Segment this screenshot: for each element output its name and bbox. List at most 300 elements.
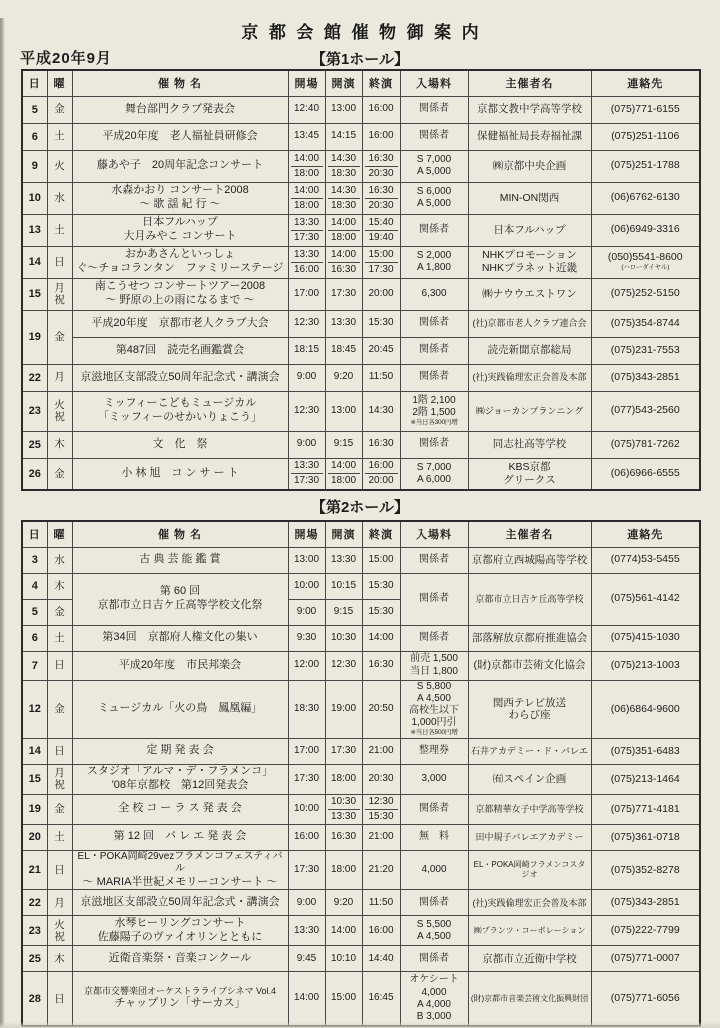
cell-event-name [72, 96, 288, 123]
cell-event-name [72, 850, 288, 890]
cell-day: 25 [22, 431, 47, 458]
cell-start [325, 246, 362, 278]
text-line: 「ミッフィーのせかいりょこう」 [98, 411, 262, 423]
text-line: (075)213-1464 [610, 772, 680, 785]
text-line: (075)231-7553 [610, 343, 680, 356]
text-line: 13:30 [330, 553, 357, 565]
cell-org [468, 310, 591, 337]
text-line: 9:20 [333, 896, 354, 908]
text-line: 17:30 [291, 230, 323, 245]
text-line: 木 [54, 952, 65, 965]
cell-end [362, 547, 400, 573]
text-line: (075)771-0007 [610, 952, 680, 965]
text-line: ※当日各500円増 [410, 729, 458, 737]
text-line: 14:30 [330, 184, 357, 196]
column-header: 連絡先 [591, 521, 700, 547]
cell-open [288, 150, 325, 182]
text-line: 土 [54, 831, 65, 844]
text-line: 日 [54, 992, 65, 1005]
text-line: 9:20 [333, 371, 354, 383]
text-line: オケシート [409, 974, 459, 986]
cell-day: 13 [22, 214, 47, 246]
cell-fare [400, 458, 468, 490]
event-row [22, 391, 700, 431]
cell-open [288, 123, 325, 150]
event-row [22, 738, 700, 764]
text-line: 10:00 [293, 802, 320, 814]
text-line: 関係者 [419, 317, 449, 329]
cell-fare [400, 625, 468, 651]
event-row [22, 337, 700, 364]
text-line: (050)5541-8600 [607, 251, 683, 264]
column-header: 開場 [288, 521, 325, 547]
text-line: 平成20年度 市民邦楽会 [118, 658, 242, 671]
cell-fare [400, 182, 468, 214]
text-line: A 5,000 [417, 198, 451, 209]
column-header: 終演 [362, 70, 400, 96]
cell-tel [591, 214, 700, 246]
text-line: 9:00 [296, 605, 317, 617]
text-line: 関係者 [419, 803, 449, 815]
event-row [22, 625, 700, 651]
cell-end [362, 458, 400, 490]
cell-event-name [72, 824, 288, 850]
cell-org [468, 96, 591, 123]
text-line: 京都市立日吉ケ丘高等学校文化祭 [97, 599, 263, 611]
text-line: チャップリン「サーカス」 [114, 997, 246, 1010]
page-title: 京都会館催物御案内 [241, 23, 490, 42]
text-line: 第 60 回 [159, 585, 201, 598]
cell-day: 25 [22, 946, 47, 972]
text-line: 部落解放京都府推進協会 [471, 631, 588, 644]
event-row [22, 278, 700, 310]
text-line: 20:30 [368, 772, 394, 784]
cell-start [325, 278, 362, 310]
cell-fare [400, 123, 468, 150]
cell-fare [400, 310, 468, 337]
text-line: 9:00 [296, 371, 317, 383]
cell-org [468, 182, 591, 214]
cell-fare [400, 278, 468, 310]
event-row [22, 364, 700, 391]
cell-weekday [47, 824, 72, 850]
cell-start [325, 337, 362, 364]
column-header: 主催者名 [468, 521, 591, 547]
event-row [22, 764, 700, 794]
cell-end [362, 916, 400, 946]
text-line: 16:30 [368, 438, 394, 450]
text-line: S 6,000 [416, 185, 452, 197]
cell-end [362, 625, 400, 651]
cell-open [288, 246, 325, 278]
text-line: '08年京都校 第12回発表会 [111, 779, 249, 792]
text-line: (075)561-4142 [610, 592, 680, 605]
cell-event-name [72, 625, 288, 651]
text-line: (075)771-6056 [610, 992, 680, 1005]
cell-weekday [47, 123, 72, 150]
cell-tel [591, 794, 700, 824]
text-line: 13:30 [330, 317, 357, 329]
cell-org [468, 150, 591, 182]
text-line: 16:30 [368, 152, 394, 164]
text-line: MIN-ON関西 [499, 191, 560, 204]
cell-start [325, 431, 362, 458]
text-line: 11:50 [368, 371, 394, 383]
cell-fare [400, 890, 468, 916]
event-row [22, 573, 700, 599]
cell-org [468, 391, 591, 431]
text-line: (077)543-2560 [610, 404, 680, 417]
text-line: A 4,000 [417, 998, 451, 1010]
text-line: ㈱ナウウエストワン [482, 287, 577, 300]
text-line: 14:00 [330, 248, 357, 260]
text-line: (06)6864-9600 [610, 702, 680, 715]
cell-org [468, 764, 591, 794]
cell-end [362, 850, 400, 890]
text-line: 水森かおり コンサート2008 [111, 184, 249, 197]
column-header: 入場料 [400, 521, 468, 547]
text-line: 祝 [54, 930, 65, 943]
text-line: 京都市立日吉ケ丘高等学校 [475, 593, 584, 604]
cell-event-name [72, 337, 288, 364]
cell-fare [400, 573, 468, 625]
text-line: (075)251-1788 [610, 159, 680, 172]
text-line: 18:30 [328, 198, 360, 213]
text-line: 18:30 [328, 166, 360, 181]
text-line: 19:40 [365, 230, 398, 245]
cell-open [288, 391, 325, 431]
event-row [22, 458, 700, 490]
cell-event-name [72, 278, 288, 310]
text-line: 15:30 [368, 317, 394, 329]
text-line: (075)351-6483 [610, 744, 680, 757]
text-line: 金 [54, 803, 65, 816]
text-line: (075)361-0718 [610, 830, 680, 843]
cell-day: 6 [22, 123, 47, 150]
cell-weekday [47, 972, 72, 1026]
text-line: 月 [54, 371, 65, 384]
text-line: 月 [54, 896, 65, 909]
text-line: S 2,000 [416, 249, 452, 261]
cell-day: 5 [22, 599, 47, 625]
cell-tel [591, 651, 700, 680]
cell-day: 22 [22, 364, 47, 391]
cell-event-name [72, 651, 288, 680]
text-line: 11:50 [368, 896, 394, 908]
text-line: 18:00 [328, 230, 360, 245]
cell-end [362, 182, 400, 214]
text-line: 京都精華女子中学高等学校 [475, 803, 584, 814]
cell-end [362, 573, 400, 599]
hall1-schedule-table [21, 69, 701, 491]
text-line: (075)213-1003 [610, 658, 680, 671]
text-line: 佐藤陽子のヴァイオリンとともに [97, 930, 263, 943]
cell-day: 10 [22, 182, 47, 214]
cell-event-name [72, 246, 288, 278]
text-line: A 1,800 [417, 262, 451, 273]
cell-end [362, 337, 400, 364]
text-line: 関係者 [419, 631, 449, 643]
text-line: 金 [54, 103, 65, 116]
cell-start [325, 794, 362, 824]
cell-start [325, 738, 362, 764]
text-line: 21:20 [368, 863, 394, 875]
text-line: 関係者 [419, 103, 449, 115]
cell-fare [400, 431, 468, 458]
text-line: (財)京都市芸術文化協会 [473, 659, 586, 672]
event-row [22, 150, 700, 182]
event-row [22, 182, 700, 214]
text-line: 水 [54, 553, 65, 566]
text-line: 16:00 [368, 460, 394, 472]
hall1-label: 【第1ホール】 [310, 51, 410, 68]
text-line: 18:00 [291, 166, 323, 181]
cell-open [288, 182, 325, 214]
text-line: S 7,000 [416, 153, 452, 165]
cell-org [468, 246, 591, 278]
cell-org [468, 794, 591, 824]
cell-org [468, 364, 591, 391]
cell-tel [591, 246, 700, 278]
text-line: 13:45 [293, 130, 320, 142]
cell-open [288, 599, 325, 625]
event-row [22, 824, 700, 850]
text-line: 関西テレビ放送 [492, 696, 567, 709]
text-line: EL・POKA岡崎29vezフラメンコフェスティバル [77, 850, 283, 875]
cell-day: 28 [22, 972, 47, 1026]
cell-tel [591, 573, 700, 625]
cell-end [362, 794, 400, 824]
text-line: 関係者 [419, 896, 449, 908]
text-line: ～ 野原の上の雨になるまで ～ [105, 294, 255, 306]
column-header: 連絡先 [591, 70, 700, 96]
text-line: 関係者 [419, 130, 449, 142]
column-header: 開演 [325, 521, 362, 547]
text-line: 12:00 [293, 659, 320, 671]
cell-fare [400, 214, 468, 246]
cell-event-name [72, 458, 288, 490]
cell-tel [591, 680, 700, 738]
cell-org [468, 946, 591, 972]
cell-fare [400, 764, 468, 794]
cell-tel [591, 890, 700, 916]
column-header: 日 [22, 70, 47, 96]
cell-start [325, 850, 362, 890]
cell-org [468, 850, 591, 890]
text-line: 第487回 読売名画鑑賞会 [115, 343, 245, 356]
cell-day: 19 [22, 310, 47, 364]
cell-open [288, 890, 325, 916]
cell-weekday [47, 890, 72, 916]
cell-fare [400, 651, 468, 680]
column-header: 曜 [47, 70, 72, 96]
text-line: 13:00 [330, 103, 357, 115]
scanned-schedule-page [0, 18, 720, 1028]
text-line: 6,300 [421, 287, 447, 299]
text-line: 14:00 [293, 152, 320, 164]
text-line: (06)6966-6555 [610, 467, 680, 480]
cell-end [362, 246, 400, 278]
text-line: 13:30 [293, 924, 320, 936]
text-line: 9:15 [333, 438, 354, 450]
text-line: A 6,000 [417, 473, 451, 485]
text-line: 関係者 [419, 223, 449, 235]
text-line: 日本フルハップ [493, 223, 566, 236]
text-line: (075)343-2851 [610, 370, 680, 383]
text-line: A 4,500 [417, 930, 451, 942]
text-line: (075)222-7799 [610, 924, 680, 937]
text-line: 20:30 [365, 166, 398, 181]
cell-day: 14 [22, 246, 47, 278]
cell-open [288, 916, 325, 946]
text-line: 4,000 [421, 986, 447, 998]
text-line: ミュージカル「火の鳥 鳳凰編」 [97, 702, 263, 715]
cell-start [325, 625, 362, 651]
text-line: ※当日各300円増 [410, 418, 458, 426]
cell-start [325, 182, 362, 214]
text-line: 水 [54, 191, 65, 204]
cell-weekday [47, 214, 72, 246]
text-line: 18:45 [330, 344, 357, 356]
text-line: 18:00 [328, 473, 360, 488]
text-line: 舞台部門クラブ発表会 [125, 102, 235, 115]
cell-day: 23 [22, 916, 47, 946]
text-line: 16:00 [291, 262, 323, 277]
text-line: 関係者 [419, 952, 449, 964]
text-line: グリークス [503, 473, 556, 486]
cell-fare [400, 738, 468, 764]
cell-tel [591, 738, 700, 764]
text-line: 月 [54, 281, 65, 294]
cell-start [325, 680, 362, 738]
column-header: 開演 [325, 70, 362, 96]
text-line: 18:00 [330, 772, 357, 784]
cell-start [325, 946, 362, 972]
text-line: 藤あや子 20周年記念コンサート [96, 159, 264, 172]
cell-tel [591, 310, 700, 337]
cell-start [325, 599, 362, 625]
cell-tel [591, 150, 700, 182]
cell-start [325, 547, 362, 573]
column-header: 主催者名 [468, 70, 591, 96]
cell-day: 21 [22, 850, 47, 890]
cell-org [468, 337, 591, 364]
cell-start [325, 123, 362, 150]
event-row [22, 310, 700, 337]
cell-weekday [47, 850, 72, 890]
text-line: 17:30 [330, 287, 357, 299]
cell-org [468, 824, 591, 850]
text-line: 10:00 [293, 579, 320, 591]
cell-open [288, 764, 325, 794]
cell-tel [591, 123, 700, 150]
cell-open [288, 364, 325, 391]
text-line: 14:00 [293, 992, 320, 1004]
text-line: 火 [54, 918, 65, 931]
cell-weekday [47, 547, 72, 573]
cell-open [288, 96, 325, 123]
text-line: A 5,000 [417, 166, 451, 177]
text-line: 9:45 [296, 952, 317, 964]
cell-start [325, 150, 362, 182]
hall2-schedule-table [21, 520, 701, 1027]
text-line: (075)771-4181 [610, 802, 680, 815]
text-line: ㈲スペイン企画 [492, 772, 567, 785]
cell-start [325, 391, 362, 431]
cell-weekday [47, 764, 72, 794]
text-line: 金 [54, 467, 65, 480]
cell-day: 4 [22, 573, 47, 599]
cell-end [362, 214, 400, 246]
text-line: 火 [54, 159, 65, 172]
cell-event-name [72, 182, 288, 214]
cell-tel [591, 824, 700, 850]
cell-org [468, 278, 591, 310]
text-line: 18:00 [291, 198, 323, 213]
text-line: 金 [54, 703, 65, 716]
text-line: (075)251-1106 [611, 129, 680, 142]
text-line: 17:30 [293, 772, 320, 784]
cell-day: 14 [22, 738, 47, 764]
cell-open [288, 794, 325, 824]
cell-open [288, 458, 325, 490]
cell-open [288, 547, 325, 573]
text-line: 古 典 芸 能 鑑 賞 [139, 553, 221, 566]
cell-end [362, 680, 400, 738]
text-line: 16:00 [368, 924, 394, 936]
text-line: 平成20年度 京都市老人クラブ大会 [91, 316, 269, 329]
cell-end [362, 946, 400, 972]
cell-fare [400, 850, 468, 890]
cell-start [325, 651, 362, 680]
cell-org [468, 890, 591, 916]
cell-event-name [72, 890, 288, 916]
cell-weekday [47, 573, 72, 599]
cell-end [362, 824, 400, 850]
text-line: 18:30 [293, 702, 320, 714]
text-line: 京都市立近衛中学校 [482, 952, 577, 965]
cell-end [362, 310, 400, 337]
cell-event-name [72, 764, 288, 794]
cell-start [325, 310, 362, 337]
text-line: 土 [54, 130, 65, 143]
text-line: ㈱ジョーカンプランニング [475, 405, 584, 416]
text-line: 9:00 [296, 896, 317, 908]
text-line: 土 [54, 631, 65, 644]
cell-event-name [72, 431, 288, 458]
cell-tel [591, 625, 700, 651]
subheader-row [0, 47, 720, 69]
cell-day: 23 [22, 391, 47, 431]
text-line: 京都文教中学高等学校 [477, 103, 582, 116]
cell-tel [591, 337, 700, 364]
cell-event-name [72, 547, 288, 573]
cell-day: 6 [22, 625, 47, 651]
text-line: 第34回 京都府人権文化の集い [102, 631, 258, 644]
cell-end [362, 150, 400, 182]
text-line: 20:00 [365, 473, 398, 488]
text-line: 火 [54, 398, 65, 411]
text-line: 14:00 [330, 460, 357, 472]
cell-start [325, 364, 362, 391]
text-line: 12:30 [293, 317, 320, 329]
column-header: 終演 [362, 521, 400, 547]
text-line: (075)252-5150 [610, 287, 680, 300]
cell-day: 15 [22, 278, 47, 310]
cell-tel [591, 916, 700, 946]
text-line: 4,000 [421, 863, 447, 875]
text-line: 16:00 [293, 830, 320, 842]
